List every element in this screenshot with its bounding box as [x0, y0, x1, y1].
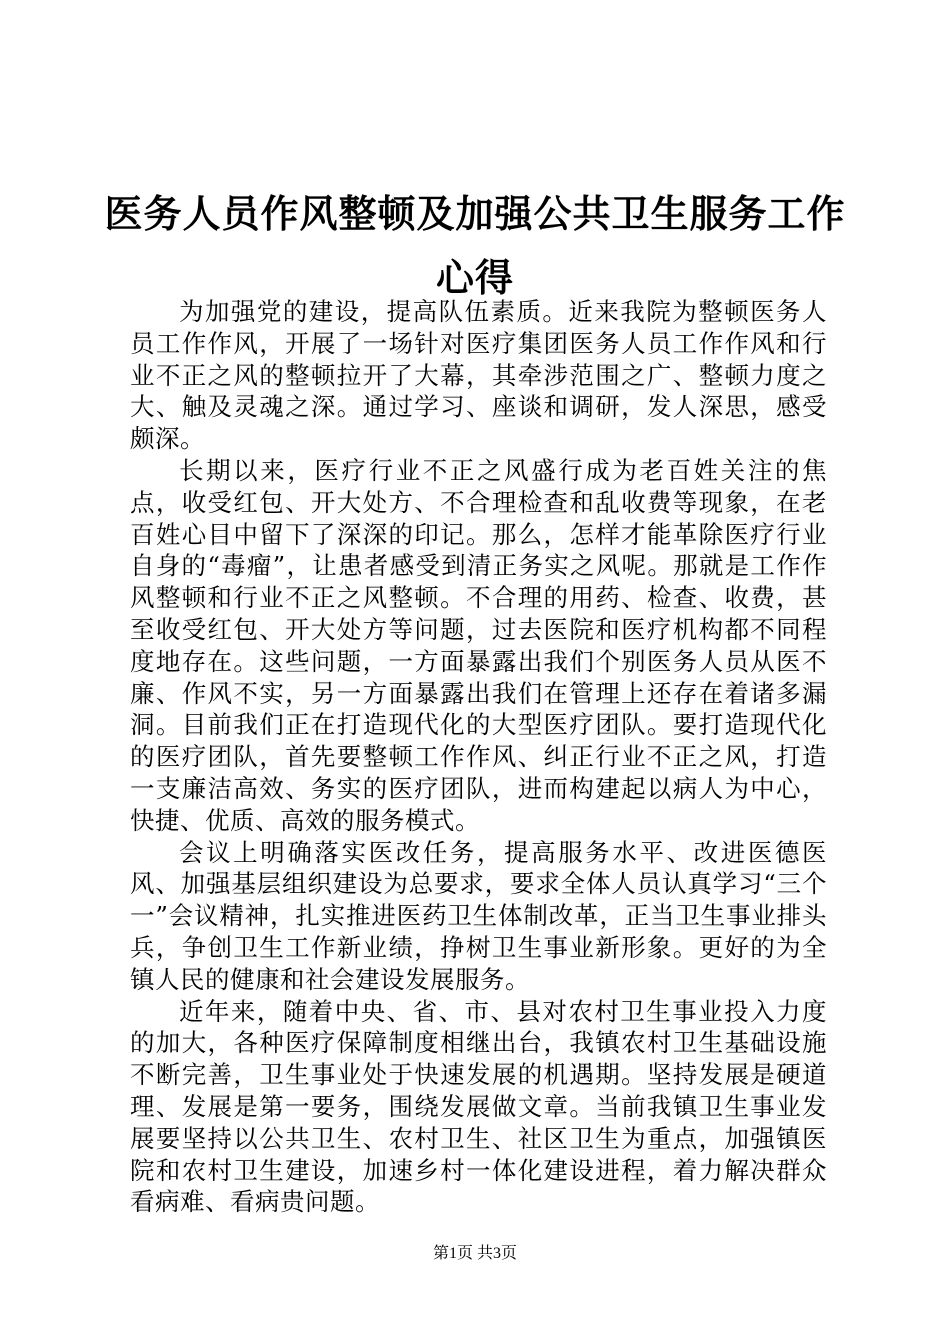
- paragraph: 近年来，随着中央、省、市、县对农村卫生事业投入力度的加大，各种医疗保障制度相继出台，我镇农村卫生基础设施不断完善，卫生事业处于快速发展的机遇期。坚持发展是硬道理、发展是第一要务，围绕发展做文章。当前我镇卫生事业发展要坚持以公共卫生、农村卫生、社区卫生为重点，加强镇医院和农村卫生建设，加速乡村一体化建设进程，着力解决群众看病难、看病贵问题。: [130, 996, 827, 1217]
- paragraph: 为加强党的建设，提高队伍素质。近来我院为整顿医务人员工作作风，开展了一场针对医疗集团医务人员工作作风和行业不正之风的整顿拉开了大幕，其牵涉范围之广、整顿力度之大、触及灵魂之深。通过学习、座谈和调研，发人深思，感受颇深。: [130, 297, 827, 454]
- paragraph: 长期以来，医疗行业不正之风盛行成为老百姓关注的焦点，收受红包、开大处方、不合理检查和乱收费等现象，在老百姓心目中留下了深深的印记。那么，怎样才能革除医疗行业自身的“毒瘤”，让患者感受到清正务实之风呢。那就是工作作风整顿和行业不正之风整顿。不合理的用药、检查、收费，甚至收受红包、开大处方等问题，过去医院和医疗机构都不同程度地存在。这些问题，一方面暴露出我们个别医务人员从医不廉、作风不实，另一方面暴露出我们在管理上还存在着诸多漏洞。目前我们正在打造现代化的大型医疗团队。要打造现代化的医疗团队，首先要整顿工作作风、纠正行业不正之风，打造一支廉洁高效、务实的医疗团队，进而构建起以病人为中心，快捷、优质、高效的服务模式。: [130, 455, 827, 835]
- page-title: 医务人员作风整顿及加强公共卫生服务工作心得: [104, 191, 846, 300]
- paragraph: 会议上明确落实医改任务，提高服务水平、改进医德医风、加强基层组织建设为总要求，要求全体人员认真学习“三个一”会议精神，扎实推进医药卫生体制改革，正当卫生事业排头兵，争创卫生工作新业绩，挣树卫生事业新形象。更好的为全镇人民的健康和社会建设发展服务。: [130, 837, 827, 994]
- page-footer: 第1页 共3页: [432, 1245, 517, 1262]
- document-body: [130, 296, 827, 1218]
